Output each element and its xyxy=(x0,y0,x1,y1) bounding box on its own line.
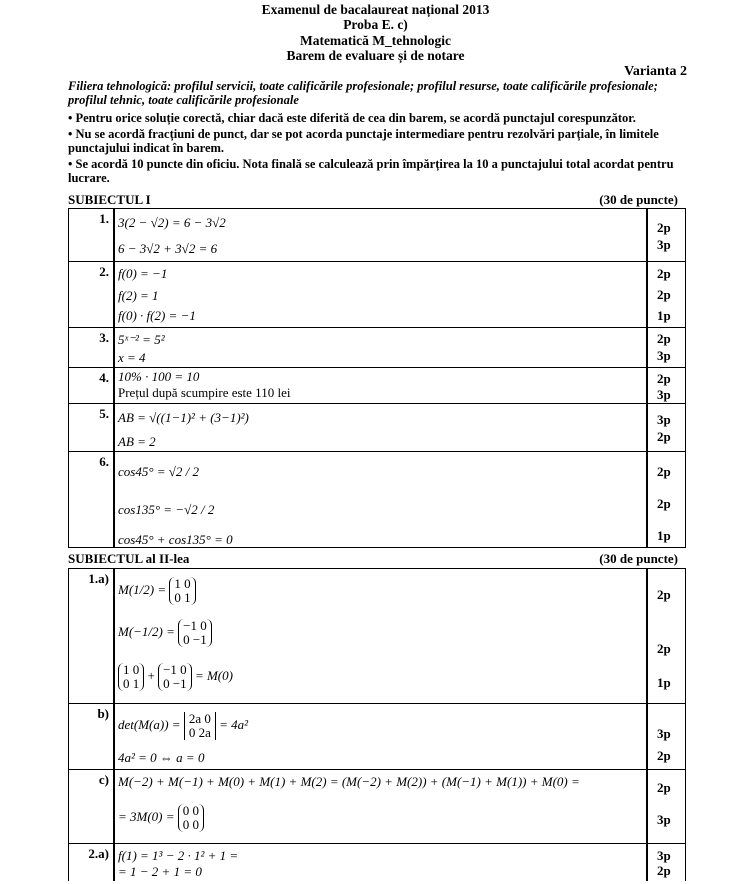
solution-line-2 xyxy=(118,804,204,832)
det-row: 2a 0 xyxy=(188,711,211,726)
matrix-row: 1 0 xyxy=(174,576,191,591)
score: 2p xyxy=(657,496,671,511)
score: 1p xyxy=(657,675,671,690)
solution-line: f(1) = 1³ − 2 · 1² + 1 = xyxy=(118,848,239,863)
score: 3p xyxy=(657,387,671,402)
score: 2p xyxy=(657,748,671,763)
item-number: 2. xyxy=(99,264,109,279)
item-number: 5. xyxy=(99,406,109,421)
score: 2p xyxy=(657,371,671,386)
item-number: 4. xyxy=(99,370,109,385)
exam-proba: Proba E. c) xyxy=(343,17,408,32)
plus-sign: + xyxy=(147,667,155,683)
score: 2p xyxy=(657,331,671,346)
filiera-text: Filiera tehnologică: profilul servicii, toate calificările profesionale; profilul resurse, toate calificările profesionale; profilul tehnic, toate calificările profesionale xyxy=(68,79,658,107)
solution-line: = 1 − 2 + 1 = 0 xyxy=(118,864,202,879)
matrix xyxy=(178,804,204,832)
expr: = M(0) xyxy=(194,667,233,683)
section-1-points: (30 de puncte) xyxy=(599,192,678,207)
matrix xyxy=(169,577,195,605)
item-number: b) xyxy=(97,706,109,721)
solution-line: cos45° = √2 / 2 xyxy=(118,464,200,479)
matrix-row: −1 0 xyxy=(163,662,187,677)
expr: M(−1/2) = xyxy=(118,623,175,639)
score: 2p xyxy=(657,266,671,281)
matrix-row: 0 0 xyxy=(182,803,200,818)
solution-line: 5ˣ⁻² = 5² xyxy=(118,332,165,347)
matrix-row: 1 0 xyxy=(123,662,140,677)
score: 2p xyxy=(657,587,671,602)
matrix-row: 0 0 xyxy=(182,817,200,832)
section-2-points: (30 de puncte) xyxy=(599,551,678,566)
section-2-label: SUBIECTUL al II-lea xyxy=(68,551,190,566)
solution-line: AB = √((1−1)² + (3−1)²) xyxy=(118,410,249,425)
section-1-label: SUBIECTUL I xyxy=(68,192,151,207)
score: 2p xyxy=(657,641,671,656)
table-row xyxy=(69,327,685,368)
solution-line: Prețul după scumpire este 110 lei xyxy=(118,385,291,400)
score: 2p xyxy=(657,780,671,795)
table-row xyxy=(69,209,685,259)
score: 2p xyxy=(657,863,671,878)
score: 3p xyxy=(657,848,671,863)
solution-line: cos135° = −√2 / 2 xyxy=(118,502,215,517)
instruction-2: • Nu se acordă fracțiuni de punct, dar se pot acorda punctaje intermediare pentru rezolvări parțiale, în limitele punctajului indicat în barem. xyxy=(68,126,659,155)
matrix-row: 0 1 xyxy=(123,676,140,691)
solution-line: M(−2) + M(−1) + M(0) + M(1) + M(2) = (M(−2) + M(2)) + (M(−1) + M(1)) + M(0) = xyxy=(118,774,580,789)
matrix xyxy=(118,663,144,691)
table-row xyxy=(69,403,685,452)
matrix-line-1 xyxy=(118,577,196,605)
expr: M(1/2) = xyxy=(118,581,167,597)
item-number: 2.a) xyxy=(88,846,109,861)
instructions xyxy=(68,111,688,187)
section-2-table xyxy=(68,568,686,881)
score: 1p xyxy=(657,528,671,543)
solution-line: f(0) = −1 xyxy=(118,266,168,281)
det-row: 0 2a xyxy=(188,725,211,740)
determinant xyxy=(184,712,216,740)
score: 2p xyxy=(657,220,671,235)
matrix-row: 0 −1 xyxy=(183,632,207,647)
score: 3p xyxy=(657,812,671,827)
solution-line: x = 4 xyxy=(118,350,146,365)
exam-title: Examenul de bacalaureat național 2013 xyxy=(261,2,490,17)
item-number: 3. xyxy=(99,330,109,345)
matrix-line-3 xyxy=(118,663,233,691)
matrix-row: 0 1 xyxy=(174,590,191,605)
matrix-row: 0 −1 xyxy=(163,676,187,691)
score: 1p xyxy=(657,308,671,323)
table-row xyxy=(69,569,685,703)
item-number: 1. xyxy=(99,211,109,226)
solution-line: f(0) · f(2) = −1 xyxy=(118,308,196,323)
table-row xyxy=(69,451,685,548)
solution-line: 4a² = 0 ⇔ a = 0 xyxy=(118,750,205,765)
score: 3p xyxy=(657,348,671,363)
instruction-1: • Pentru orice soluție corectă, chiar dacă este diferită de cea din barem, se acordă punctajul corespunzător. xyxy=(68,111,636,125)
section-2-title xyxy=(68,551,678,567)
section-1-table xyxy=(68,208,686,548)
table-row xyxy=(69,769,685,842)
score: 3p xyxy=(657,412,671,427)
varianta: Varianta 2 xyxy=(624,64,687,79)
solution-line: cos45° + cos135° = 0 xyxy=(118,532,233,547)
solution-line: f(2) = 1 xyxy=(118,288,159,303)
table-row xyxy=(69,261,685,328)
solution-line: AB = 2 xyxy=(118,434,156,449)
table-row xyxy=(69,367,685,404)
solution-line: 10% · 100 = 10 xyxy=(118,369,200,384)
item-number: c) xyxy=(98,772,109,787)
solution-line: 6 − 3√2 + 3√2 = 6 xyxy=(118,241,218,256)
expr: det(M(a)) = xyxy=(118,716,181,732)
instruction-3: • Se acordă 10 puncte din oficiu. Nota finală se calculează prin împărțirea la 10 a punctajului total acordat pentru lucrare. xyxy=(68,156,674,185)
score: 2p xyxy=(657,287,671,302)
table-row xyxy=(69,843,685,884)
score: 2p xyxy=(657,429,671,444)
exam-subject: Matematică M_tehnologic xyxy=(299,33,452,48)
expr: = 3M(0) = xyxy=(118,808,175,824)
score: 2p xyxy=(657,464,671,479)
exam-barem: Barem de evaluare și de notare xyxy=(286,48,465,63)
item-number: 1.a) xyxy=(88,571,109,586)
matrix xyxy=(178,619,212,647)
score: 3p xyxy=(657,726,671,741)
matrix-row: −1 0 xyxy=(183,618,207,633)
expr: = 4a² xyxy=(219,716,249,732)
table-row xyxy=(69,703,685,770)
score: 3p xyxy=(657,237,671,252)
section-1-title xyxy=(68,192,678,208)
item-number: 6. xyxy=(99,454,109,469)
det-line xyxy=(118,712,248,740)
matrix-line-2 xyxy=(118,619,212,647)
solution-line: 3(2 − √2) = 6 − 3√2 xyxy=(118,215,226,230)
matrix xyxy=(158,663,192,691)
